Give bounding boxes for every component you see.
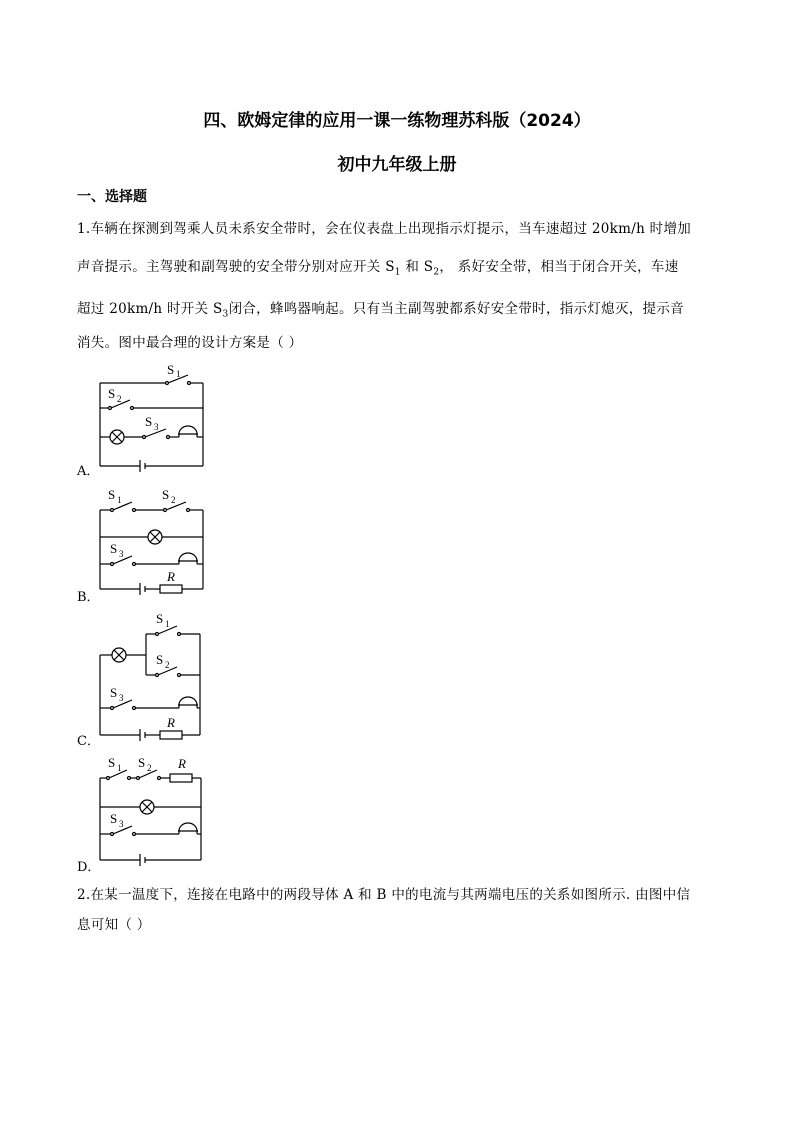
svg-text:S: S [156, 652, 164, 667]
option-c-label: C． [77, 734, 100, 749]
svg-text:1: 1 [117, 495, 122, 505]
s2-label: S [108, 386, 116, 401]
buzzer-icon [179, 697, 197, 708]
circuit-diagram-a [90, 362, 220, 472]
svg-text:S: S [108, 755, 116, 770]
q1-text-line3: 超过 20km/h 时开关 $S_3$闭合，蜂鸣器响起。只有当主副驾驶都系好安全带时，指示灯熄灭，提示音 [77, 301, 684, 320]
buzzer-icon [179, 553, 197, 564]
q1-text-line4: 消失。图中最合理的设计方案是（ ） [77, 335, 303, 351]
svg-text:R: R [167, 569, 175, 584]
q1-text-line2: 声音提示。主驾驶和副驾驶的安全带分别对应开关 $S_1$ 和 $S_2$， 系好安全带，相当于闭合开关，车速 [77, 259, 679, 278]
svg-text:1: 1 [165, 619, 170, 629]
svg-text:2: 2 [165, 660, 170, 670]
svg-text:3: 3 [154, 422, 159, 432]
resistor-icon [160, 585, 182, 593]
resistor-icon [160, 731, 182, 739]
buzzer-icon [179, 426, 197, 437]
svg-text:3: 3 [119, 549, 124, 559]
svg-text:3: 3 [119, 819, 124, 829]
svg-text:2: 2 [117, 394, 122, 404]
svg-text:2: 2 [147, 763, 152, 773]
svg-text:R: R [167, 715, 175, 730]
resistor-icon [170, 774, 192, 782]
option-b-label: B． [77, 590, 100, 605]
svg-text:2: 2 [171, 495, 176, 505]
circuit-diagram-c [90, 608, 220, 743]
s3-label: S [145, 414, 153, 429]
svg-text:S: S [162, 487, 170, 502]
svg-text:S: S [138, 755, 146, 770]
option-d-label: D． [77, 860, 101, 875]
option-a-label: A． [77, 464, 100, 479]
q2-text-line2: 息可知（ ） [77, 917, 151, 933]
svg-text:S: S [110, 541, 118, 556]
circuit-diagram-b [90, 486, 220, 596]
svg-text:1: 1 [176, 369, 181, 379]
page-title: 四、欧姆定律的应用一课一练物理苏科版（2024） [203, 111, 591, 131]
svg-text:S: S [108, 487, 116, 502]
svg-text:S: S [156, 611, 164, 626]
svg-text:R: R [178, 756, 186, 771]
section-heading: 一、选择题 [77, 189, 147, 205]
svg-text:S: S [110, 685, 118, 700]
buzzer-icon [179, 823, 197, 834]
q2-text-line1: 2.在某一温度下，连接在电路中的两段导体 A 和 B 中的电流与其两端电压的关系如图所示. 由图中信 [77, 887, 691, 903]
svg-text:3: 3 [119, 693, 124, 703]
svg-text:S: S [110, 811, 118, 826]
svg-text:1: 1 [117, 763, 122, 773]
s1-label: S [167, 362, 175, 377]
page-subtitle: 初中九年级上册 [337, 155, 457, 175]
circuit-diagram-d [90, 752, 220, 867]
q1-text-line1: 1.车辆在探测到驾乘人员未系安全带时，会在仪表盘上出现指示灯提示，当车速超过 20km/h 时增加 [77, 221, 692, 237]
